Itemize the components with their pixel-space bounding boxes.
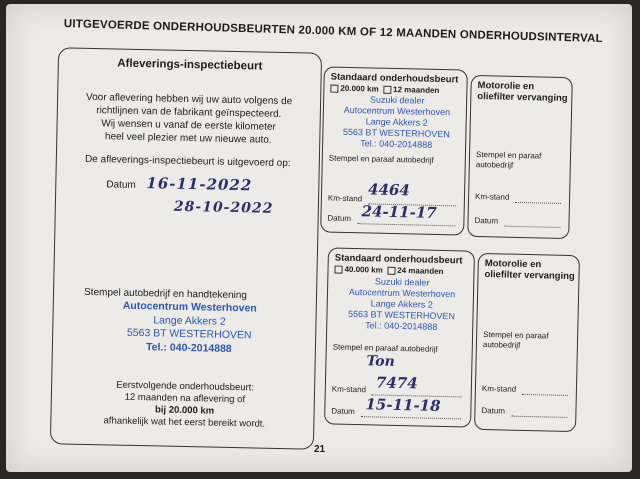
intro-line: heel veel plezier met uw nieuwe auto. xyxy=(104,131,272,146)
delivery-date-label: Datum xyxy=(106,179,136,191)
intro-line: richtlijnen van de fabrikant geïnspecteerd. xyxy=(96,105,282,120)
months-option: 12 maanden xyxy=(393,84,440,96)
stamp-line: Lange Akkers 2 xyxy=(365,116,428,128)
date-line xyxy=(504,226,560,228)
delivery-title: Afleverings-inspectiebeurt xyxy=(117,57,263,73)
dealer-stamp xyxy=(331,94,462,152)
stamp-line: 5563 BT WESTERHOVEN xyxy=(126,326,252,342)
service-card-20000 xyxy=(320,66,468,235)
stamp-label: Stempel autobedrijf en handtekening xyxy=(83,286,248,302)
stamp-label: Stempel en paraaf autobedrijf xyxy=(328,153,434,165)
next-service-note xyxy=(71,379,298,432)
handwritten-km: 4464 xyxy=(367,180,411,200)
note-line: afhankelijk wat het eerst bereikt wordt. xyxy=(103,415,266,430)
stamp-line: Tel.: 040-2014888 xyxy=(360,138,433,150)
stamp-line: Tel.: 040-2014888 xyxy=(145,340,232,355)
stamp-label: Stempel en paraaf autobedrijf xyxy=(482,330,549,350)
checkbox-icon xyxy=(330,84,338,92)
handwritten-date: 24-11-17 xyxy=(361,202,437,222)
intro-line: Voor aflevering hebben wij uw auto volgens de xyxy=(85,91,293,108)
handwritten-signature: Ton xyxy=(366,353,395,370)
service-card-40000 xyxy=(324,247,475,427)
km-label: Km-stand xyxy=(481,383,517,394)
note-line: 12 maanden na aflevering of xyxy=(124,391,246,406)
stamp-line: Suzuki dealer xyxy=(369,94,425,106)
stamp-line: 5563 BT WESTERHOVEN xyxy=(342,126,450,140)
stamp-line: Lange Akkers 2 xyxy=(370,298,433,310)
dealer-stamp xyxy=(335,276,468,334)
delivery-inspection-panel xyxy=(50,47,322,449)
date-label: Datum xyxy=(474,215,499,226)
km-option: 20.000 km xyxy=(340,83,379,94)
card-title: Motorolie en oliefilter vervanging xyxy=(477,80,568,105)
date-line xyxy=(361,416,461,419)
km-line xyxy=(515,202,561,204)
handwritten-date: 15-11-18 xyxy=(365,395,441,415)
booklet-page xyxy=(6,4,632,472)
km-line xyxy=(522,394,568,396)
checkbox-icon xyxy=(383,86,391,94)
km-label: Km-stand xyxy=(327,193,363,204)
date-label: Datum xyxy=(481,405,506,416)
handwritten-km: 7474 xyxy=(375,373,418,393)
dealer-stamp xyxy=(97,299,282,357)
date-label: Datum xyxy=(331,406,355,417)
note-line: bij 20.000 km xyxy=(154,404,215,417)
date-line xyxy=(357,223,455,226)
note-line: Eerstvolgende onderhoudsbeurt: xyxy=(116,379,255,394)
km-label: Km-stand xyxy=(474,191,510,202)
km-option: 40.000 km xyxy=(344,264,383,275)
card-title: Standaard onderhoudsbeurt xyxy=(334,252,463,267)
performed-on-text: De afleverings-inspectiebeurt is uitgevoerd op: xyxy=(84,153,291,170)
handwritten-date-2: 28-10-2022 xyxy=(173,198,274,217)
oil-card-1 xyxy=(467,75,573,239)
stamp-line: Suzuki dealer xyxy=(374,276,430,288)
stamp-label: Stempel en paraaf autobedrijf xyxy=(475,150,542,170)
page-number: 21 xyxy=(314,444,326,455)
stamp-line: Autocentrum Westerhoven xyxy=(343,104,451,118)
date-label: Datum xyxy=(327,213,352,224)
page-title: UITGEVOERDE ONDERHOUDSBEURTEN 20.000 KM OF 12 MAANDEN ONDERHOUDSINTERVAL xyxy=(63,18,604,46)
stamp-label: Stempel en paraaf autobedrijf xyxy=(332,342,438,354)
card-title: Motorolie en oliefilter vervanging xyxy=(484,258,575,283)
stamp-line: 5563 BT WESTERHOVEN xyxy=(347,308,456,322)
stamp-line: Lange Akkers 2 xyxy=(153,313,226,328)
delivery-intro xyxy=(63,90,315,170)
handwritten-date-1: 16-11-2022 xyxy=(146,174,253,195)
interval-options xyxy=(334,265,443,276)
checkbox-icon xyxy=(334,265,342,273)
months-option: 24 maanden xyxy=(397,265,444,276)
km-label: Km-stand xyxy=(331,384,367,395)
stamp-line: Autocentrum Westerhoven xyxy=(122,299,257,315)
date-line xyxy=(511,416,567,418)
intro-line: Wij wensen u vanaf de eerste kilometer xyxy=(101,118,276,133)
card-title: Standaard onderhoudsbeurt xyxy=(330,71,459,86)
stamp-line: Tel.: 040-2014888 xyxy=(365,320,438,332)
oil-card-2 xyxy=(474,253,580,432)
stamp-line: Autocentrum Westerhoven xyxy=(348,286,456,300)
checkbox-icon xyxy=(387,267,395,275)
